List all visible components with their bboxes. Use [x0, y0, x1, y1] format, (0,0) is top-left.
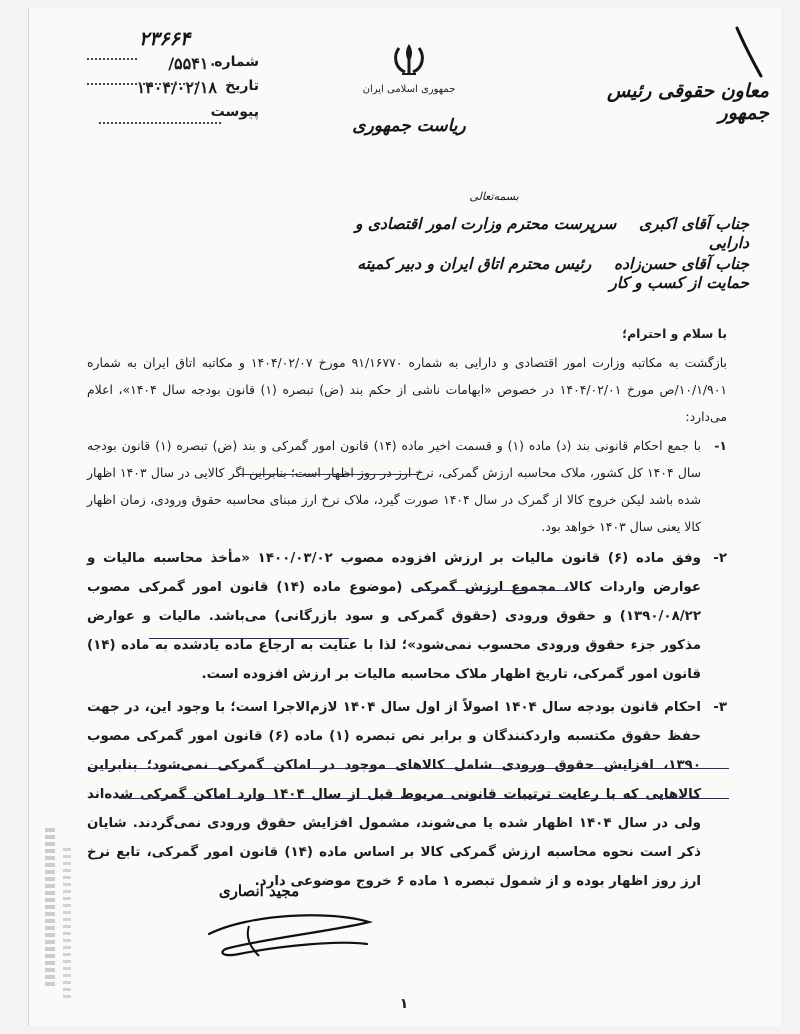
greeting: با سلام و احترام؛: [622, 326, 727, 341]
date-dots: [87, 83, 197, 85]
clause-1-number: ۱-: [714, 438, 727, 453]
number-label: شماره: [214, 54, 259, 70]
clause-2: [87, 544, 727, 689]
presidency-title: ریاست جمهوری: [352, 116, 466, 136]
clause-2-text: وفق ماده (۶) قانون مالیات بر ارزش افزوده مصوب ۱۴۰۰/۰۳/۰۲ «مأخذ محاسبه مالیات و عوارض واردات کالا، مجموع ارزش گمرکی (موضوع ماده (۱۴) قانون امور گمرکی مصوب ۱۳۹۰/۰۸/۲۲) و حقوق ورودی (حقوق گمرکی و سود بازرگانی) می‌باشد. مالیات و عوارض مذکور جزء حقوق ورودی محسوب نمی‌شود»؛ لذا با عنایت به ارجاع ماده یادشده به ماده (۱۴) قانون امور گمرکی، تاریخ اظهار ملاک محاسبه مالیات بر ارزش افزوده است.: [87, 551, 701, 682]
number-dots: [87, 58, 137, 60]
letter-attachment-row: [99, 104, 259, 126]
clause-3-number: ۳-: [713, 700, 727, 715]
underline-mark: [419, 590, 569, 591]
handwritten-mark: [729, 22, 769, 82]
side-stamp: [63, 848, 71, 998]
signature-scribble: [189, 904, 389, 964]
signatory-name: مجید انصاری: [218, 882, 300, 900]
attachment-dots: [99, 122, 221, 124]
iran-emblem-icon: [389, 40, 429, 78]
intro-paragraph: بازگشت به مکاتبه وزارت امور اقتصادی و دارایی به شماره ۹۱/۱۶۷۷۰ مورخ ۱۴۰۴/۰۲/۰۷ و مکاتبه اتاق ایران به شماره ۱۰/۱/۹۰۱/ص مورخ ۱۴۰۴/۰۲/۰۱ در خصوص «ابهامات ناشی از حکم بند (ض) تبصره (۱) قانون بودجه سال ۱۴۰۴»، اعلام می‌دارد:: [87, 355, 727, 424]
underline-mark: [149, 638, 349, 639]
underline-mark: [239, 474, 419, 475]
side-stamp: [45, 828, 55, 988]
letter-page: [28, 8, 781, 1026]
recipient-2-name: جناب آقای حسن‌زاده: [614, 254, 749, 273]
date-label: تاریخ: [225, 78, 259, 94]
bismillah: بسمه‌تعالی: [469, 190, 519, 203]
office-title: معاون حقوقی رئیس جمهور: [606, 80, 769, 124]
clause-1: [87, 432, 727, 540]
date-value: ۱۴۰۴/۰۲/۱۸: [136, 78, 217, 97]
letter-date-row: [99, 78, 259, 100]
clause-2-number: ۲-: [713, 551, 727, 566]
attachment-label: پیوست: [210, 104, 259, 120]
recipient-1-title: سرپرست محترم وزارت امور اقتصادی و دارایی: [354, 214, 749, 252]
recipient-2: [329, 254, 749, 292]
clause-1-text: با جمع احکام قانونی بند (د) ماده (۱) و قسمت اخیر ماده (۱۴) قانون امور گمرکی و بند (ض) تبصره (۱) قانون بودجه سال ۱۴۰۴ کل کشور، ملاک محاسبه ارزش گمرکی، نرخ ارز در روز اظهار است؛ بنابراین اگر کالایی در سال ۱۴۰۳ اظهار شده باشد لیکن خروج کالا از گمرک در سال ۱۴۰۴ صورت گیرد، ملاک نرخ ارز مبنای محاسبه حقوق ورودی، زمان اظهار کالا یعنی سال ۱۴۰۳ خواهد بود.: [87, 438, 701, 534]
clause-3: [87, 693, 727, 896]
emblem-caption: جمهوری اسلامی ایران: [362, 84, 456, 95]
underline-mark: [119, 798, 729, 799]
underline-mark: [89, 768, 729, 769]
recipient-1: [349, 214, 749, 252]
recipient-2-title: رئیس محترم اتاق ایران و دبیر کمیته حمایت از کسب و کار: [357, 254, 749, 292]
recipient-1-name: جناب آقای اکبری: [639, 214, 749, 233]
number-value: ۵۵۴۱۰/: [168, 54, 217, 73]
letter-body: [87, 320, 727, 896]
handwritten-number: ۲۳۶۶۴: [139, 28, 191, 50]
page-number: ۱: [399, 996, 409, 1012]
clause-3-text: احکام قانون بودجه سال ۱۴۰۴ اصولاً از اول سال ۱۴۰۴ لازم‌الاجرا است؛ با وجود این، در جهت حفظ حقوق مکتسبه واردکنندگان و برابر نص تبصره (۱) ماده (۶) قانون امور گمرکی مصوب ۱۳۹۰، افزایش حقوق ورودی شامل کالاهای موجود در اماکن گمرکی نمی‌شود؛ بنابراین کالاهایی که با رعایت ترتیبات قانونی مربوط قبل از سال ۱۴۰۴ وارد اماکن گمرکی شده‌اند ولی در سال ۱۴۰۴ اظهار شده یا می‌شوند، مشمول افزایش حقوق ورودی نمی‌گردند. شایان ذکر است نحوه محاسبه ارزش گمرکی کالا بر اساس ماده (۱۴) قانون امور گمرکی، تابع نرخ ارز روز اظهار بوده و از شمول تبصره ۱ ماده ۶ خروج موضوعی دارد.: [87, 700, 701, 889]
